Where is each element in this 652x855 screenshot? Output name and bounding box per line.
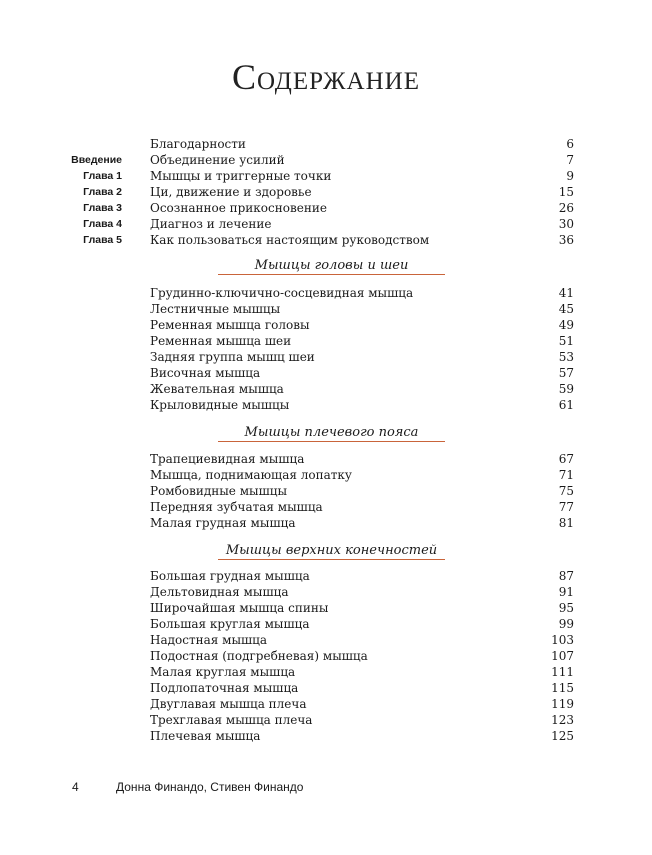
toc-entry <box>0 499 652 515</box>
toc-entry <box>0 349 652 365</box>
entry-title: Височная мышца <box>150 366 261 380</box>
entry-page-number: 15 <box>558 185 574 199</box>
entry-page-number: 53 <box>558 350 574 364</box>
entry-title: Осознанное прикосновение <box>150 201 327 215</box>
entry-title: Диагноз и лечение <box>150 217 272 231</box>
entry-page-number: 103 <box>551 633 574 647</box>
toc-entry <box>0 632 652 648</box>
entry-page-number: 125 <box>551 729 574 743</box>
entry-title: Ременная мышца шеи <box>150 334 292 348</box>
entry-page-number: 119 <box>551 697 574 711</box>
chapter-label: Глава 3 <box>83 202 122 214</box>
entry-title: Большая круглая мышца <box>150 617 310 631</box>
entry-page-number: 51 <box>558 334 574 348</box>
entry-title: Грудинно-ключично-сосцевидная мышца <box>150 286 414 300</box>
section-heading: Мышцы плечевого пояса <box>218 425 445 442</box>
toc-entry <box>0 664 652 680</box>
entry-title: Подостная (подгребневая) мышца <box>150 649 368 663</box>
entry-page-number: 26 <box>558 201 574 215</box>
chapter-label: Введение <box>71 154 122 166</box>
toc-entry <box>0 184 652 200</box>
entry-title: Мышцы и триггерные точки <box>150 169 332 183</box>
toc-entry <box>0 648 652 664</box>
chapter-label: Глава 4 <box>83 218 122 230</box>
entry-page-number: 57 <box>558 366 574 380</box>
toc-entry <box>0 152 652 168</box>
toc-entry <box>0 333 652 349</box>
toc-entry <box>0 136 652 152</box>
toc-entry <box>0 616 652 632</box>
toc-entry <box>0 728 652 744</box>
entry-title: Малая грудная мышца <box>150 516 296 530</box>
entry-title: Ци, движение и здоровье <box>150 185 312 199</box>
chapter-label: Глава 1 <box>83 170 122 182</box>
chapter-label: Глава 2 <box>83 186 122 198</box>
entry-title: Дельтовидная мышца <box>150 585 289 599</box>
entry-title: Плечевая мышца <box>150 729 261 743</box>
entry-page-number: 49 <box>558 318 574 332</box>
toc-entry <box>0 200 652 216</box>
entry-page-number: 75 <box>558 484 574 498</box>
toc-entry <box>0 216 652 232</box>
footer-authors: Донна Финандо, Стивен Финандо <box>116 780 304 794</box>
entry-page-number: 87 <box>558 569 574 583</box>
entry-page-number: 123 <box>551 713 574 727</box>
entry-title: Трехглавая мышца плеча <box>150 713 313 727</box>
toc-entry <box>0 467 652 483</box>
entry-title: Большая грудная мышца <box>150 569 310 583</box>
entry-page-number: 30 <box>558 217 574 231</box>
toc-entry <box>0 285 652 301</box>
entry-title: Задняя группа мышц шеи <box>150 350 315 364</box>
entry-title: Надостная мышца <box>150 633 268 647</box>
section-heading: Мышцы верхних конечностей <box>218 543 445 560</box>
entry-title: Ромбовидные мышцы <box>150 484 287 498</box>
toc-entry <box>0 232 652 248</box>
entry-page-number: 67 <box>558 452 574 466</box>
toc-entry <box>0 451 652 467</box>
entry-page-number: 115 <box>551 681 574 695</box>
entry-page-number: 95 <box>558 601 574 615</box>
entry-page-number: 9 <box>566 169 574 183</box>
toc-entry <box>0 712 652 728</box>
entry-page-number: 81 <box>558 516 574 530</box>
entry-page-number: 6 <box>566 137 574 151</box>
toc-entry <box>0 317 652 333</box>
entry-page-number: 91 <box>558 585 574 599</box>
entry-page-number: 111 <box>551 665 574 679</box>
entry-page-number: 61 <box>558 398 574 412</box>
toc-entry <box>0 696 652 712</box>
entry-title: Широчайшая мышца спины <box>150 601 329 615</box>
entry-page-number: 71 <box>558 468 574 482</box>
footer-page-number: 4 <box>72 780 79 794</box>
toc-entry <box>0 515 652 531</box>
entry-title: Крыловидные мышцы <box>150 398 290 412</box>
toc-entry <box>0 680 652 696</box>
chapter-label: Глава 5 <box>83 234 122 246</box>
entry-page-number: 99 <box>558 617 574 631</box>
entry-title: Передняя зубчатая мышца <box>150 500 323 514</box>
entry-page-number: 36 <box>558 233 574 247</box>
entry-page-number: 7 <box>566 153 574 167</box>
entry-title: Как пользоваться настоящим руководством <box>150 233 430 247</box>
section-heading: Мышцы головы и шеи <box>218 258 445 275</box>
entry-title: Трапециевидная мышца <box>150 452 305 466</box>
entry-page-number: 77 <box>558 500 574 514</box>
entry-title: Ременная мышца головы <box>150 318 310 332</box>
toc-entry <box>0 483 652 499</box>
entry-title: Объединение усилий <box>150 153 285 167</box>
page-footer <box>72 780 303 794</box>
entry-page-number: 45 <box>558 302 574 316</box>
toc-entry <box>0 568 652 584</box>
toc-entry <box>0 365 652 381</box>
entry-title: Жевательная мышца <box>150 382 284 396</box>
toc-entry <box>0 600 652 616</box>
entry-title: Малая круглая мышца <box>150 665 296 679</box>
entry-page-number: 107 <box>551 649 574 663</box>
entry-page-number: 59 <box>558 382 574 396</box>
toc-entry <box>0 584 652 600</box>
entry-title: Подлопаточная мышца <box>150 681 299 695</box>
page-title: Содержание <box>231 57 420 97</box>
entry-title: Двуглавая мышца плеча <box>150 697 307 711</box>
entry-page-number: 41 <box>558 286 574 300</box>
entry-title: Лестничные мышцы <box>150 302 281 316</box>
toc-entry <box>0 381 652 397</box>
toc-entry <box>0 301 652 317</box>
toc-entry <box>0 168 652 184</box>
entry-title: Мышца, поднимающая лопатку <box>150 468 352 482</box>
toc-entry <box>0 397 652 413</box>
entry-title: Благодарности <box>150 137 246 151</box>
